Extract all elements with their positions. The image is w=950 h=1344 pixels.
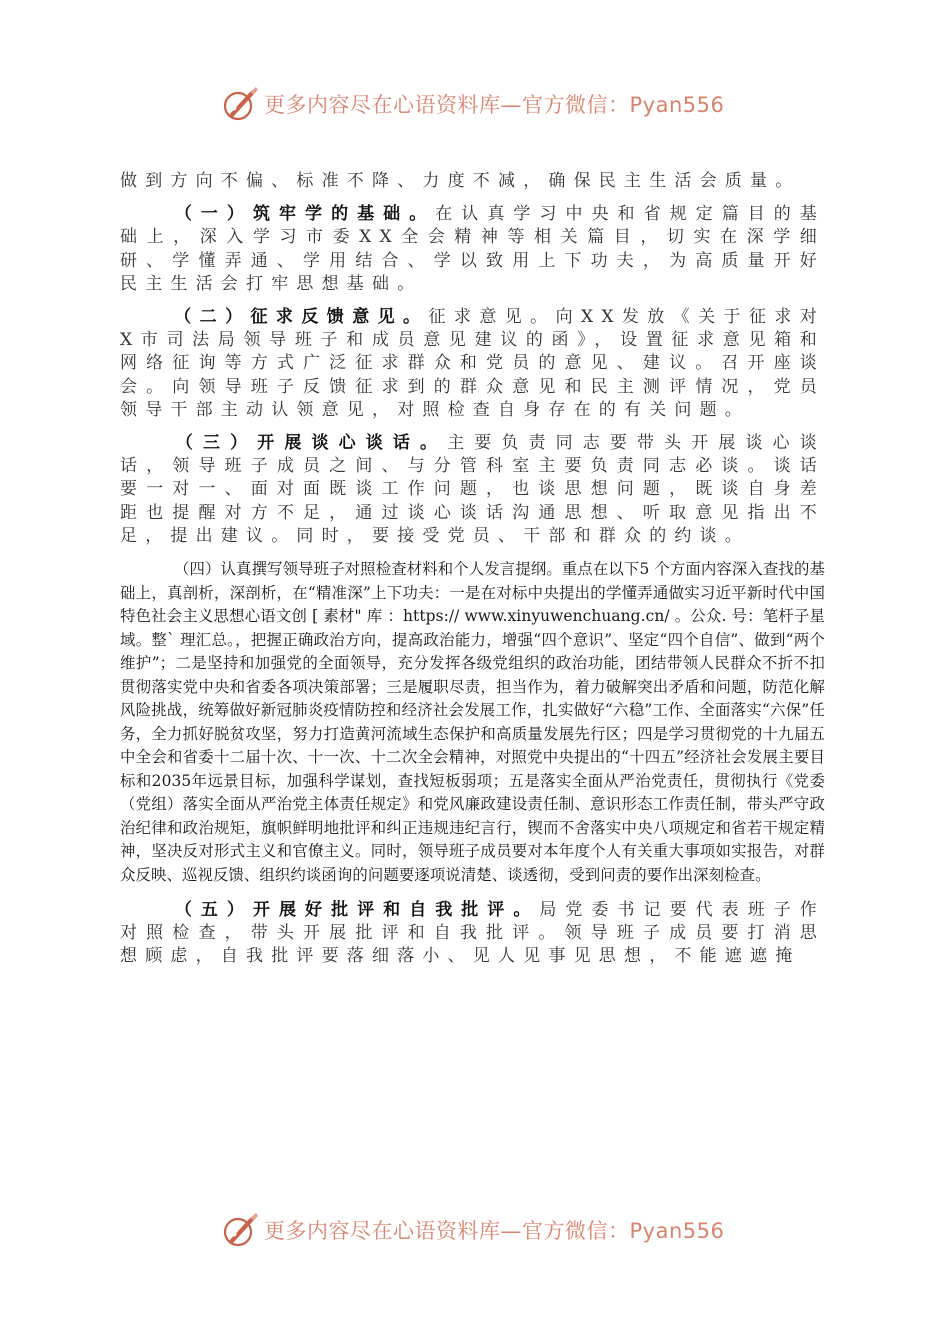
paragraph-section-4: （四）认真撰写领导班子对照检查材料和个人发言提纲。重点在以下5 个方面内容深入查找的基础上，真剖析，深剖析，在“精准深”上下功夫：一是在对标中央提出的学懂弄通做实习近平新时代中国特色社会主义思想心语文创 [ 素材" 库 ：https:// www.xinyuwenchuang.cn/ 。公众. 号：笔杆子星域。整` 理汇总。，把握正确政治方向，提高政治能力，增强“四个意识”、坚定“四个自信”、做到“两个维护”；二是坚持和加强党的全面领导，充分发挥各级党组织的政治功能，团结带领人民群众不折不扣贯彻落实党中央和省委各项决策部署；三是履职尽责，担当作为，着力破解突出矛盾和问题，防范化解风险挑战，统筹做好新冠肺炎疫情防控和经济社会发展工作，扎实做好“六稳”工作、全面落实“六保”任务，全力抓好脱贫攻坚，努力打造黄河流域生态保护和高质量发展先行区；四是学习贯彻党的十九届五中全会和省委十二届十次、十一次、十二次全会精神，对照党中央提出的“十四五”经济社会发展主要目标和2035年远景目标，加强科学谋划，查找短板弱项；五是落实全面从严治党责任，贯彻执行《党委（党组）落实全面从严治党主体责任规定》和党风廉政建设责任制、意识形态工作责任制，带头严守政治纪律和政治规矩，旗帜鲜明地批评和纠正违规违纪言行，锲而不舍落实中央八项规定和省若干规定精神，坚决反对形式主义和官僚主义。同时，领导班子成员要对本年度个人有关重大事项如实报告，对群众反映、巡视反馈、组织约谈函询的问题要逐项说清楚、谈透彻，受到问责的要作出深刻检查。 xyxy=(120,560,825,884)
footer-banner-text: 更多内容尽在心语资料库—官方微信：Pyan556 xyxy=(264,1219,725,1243)
section-2-heading: （二）征求反馈意见。 xyxy=(174,307,429,328)
paragraph-section-2 xyxy=(120,306,825,422)
header-banner-text: 更多内容尽在心语资料库—官方微信：Pyan556 xyxy=(264,93,725,117)
section-3-heading: （三）开展谈心谈话。 xyxy=(174,433,448,454)
section-5-text: 局党委书记要代表班子作对照检查，带头开展批评和自我批评。领导班子成员要打消思想顾虑，自我批评要落细落小、见人见事见思想，不能遮遮掩 xyxy=(120,900,825,967)
pen-logo-icon xyxy=(220,1210,260,1250)
section-2-text: 征求意见。向XX发放《关于征求对X市司法局领导班子和成员意见建议的函》，设置征求意见箱和网络征询等方式广泛征求群众和党员的意见、建议。召开座谈会。向领导班子反馈征求到的群众意见和民主测评情况，党员领导干部主动认领意见，对照检查自身存在的有关问题。 xyxy=(120,307,826,420)
footer-banner xyxy=(220,1210,740,1250)
paragraph-section-1 xyxy=(120,203,825,296)
section-1-text: 在认真学习中央和省规定篇目的基础上，深入学习市委XX全会精神等相关篇目，切实在深学细研、学懂弄通、学用结合、学以致用上下功夫，为高质量开好民主生活会打牢思想基础。 xyxy=(120,204,826,294)
section-3-text: 主要负责同志要带头开展谈心谈话，领导班子成员之间、与分管科室主要负责同志必谈。谈话要一对一、面对面既谈工作问题，也谈思想问题，既谈自身差距也提醒对方不足，通过谈心谈话沟通思想、听取意见指出不足，提出建议。同时，要接受党员、干部和群众的约谈。 xyxy=(120,433,825,546)
pen-logo-icon xyxy=(220,84,260,124)
section-1-heading: （一）筑牢学的基础。 xyxy=(174,204,436,225)
document-body xyxy=(120,170,825,979)
header-banner xyxy=(220,84,740,124)
paragraph-continuation: 做到方向不偏、标准不降、力度不减，确保民主生活会质量。 xyxy=(120,171,801,191)
paragraph-section-5 xyxy=(120,899,825,969)
paragraph-section-3 xyxy=(120,432,825,548)
section-5-heading: （五）开展好批评和自我批评。 xyxy=(174,900,540,921)
